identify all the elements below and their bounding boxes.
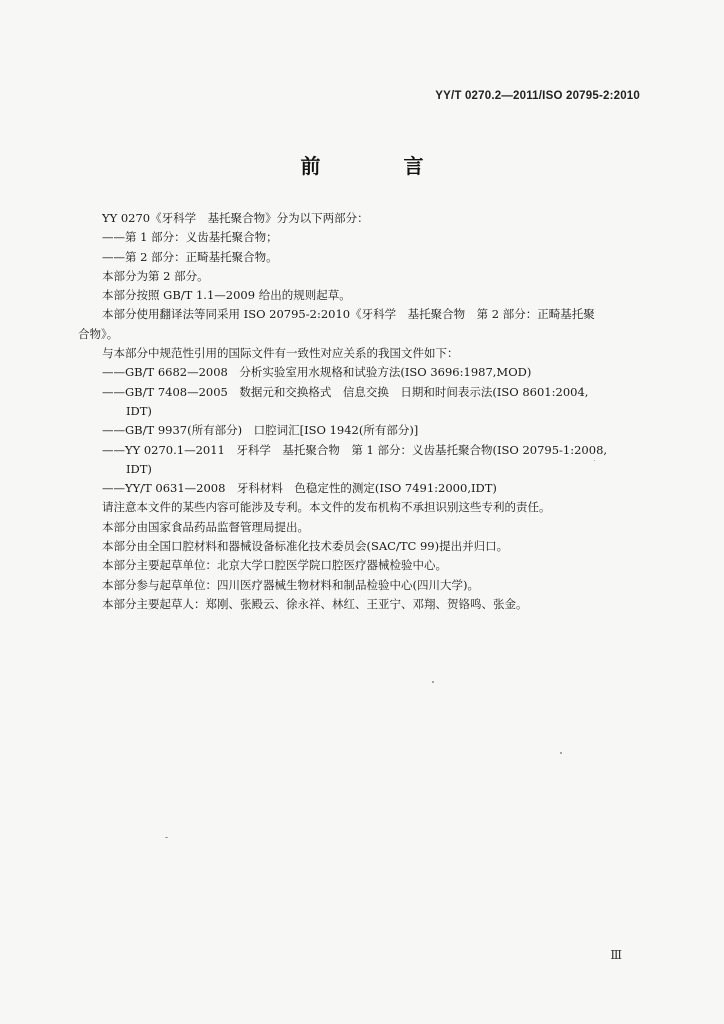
paragraph-patent-notice: 请注意本文件的某些内容可能涉及专利。本文件的发布机构不承担识别这些专利的责任。 [102, 500, 551, 515]
paragraph-structure: YY 0270《牙科学 基托聚合物》分为以下两部分： [102, 211, 369, 225]
paragraph-main-drafting-unit: 本部分主要起草单位：北京大学口腔医学院口腔医疗器械检验中心。 [102, 558, 447, 573]
list-item-gbt-9937: ——GB/T 9937(所有部分) 口腔词汇[ISO 1942(所有部分)] [102, 423, 419, 438]
list-item-yy-0270-1: ——YY 0270.1—2011 牙科学 基托聚合物 第 1 部分：义齿基托聚合物(ISO 20795-1:2008, [102, 442, 608, 457]
scan-speck [594, 460, 595, 461]
paragraph-participating-unit: 本部分参与起草单位：四川医疗器械生物材料和制品检验中心(四川大学)。 [102, 577, 479, 592]
paragraph-main-drafters: 本部分主要起草人：郑刚、张殿云、徐永祥、林红、王亚宁、邓翔、贺铬鸣、张金。 [102, 596, 528, 611]
paragraph-adoption-continued: 合物》。 [78, 326, 119, 341]
paragraph-this-part: 本部分为第 2 部分。 [102, 268, 209, 283]
list-item-gbt-7408: ——GB/T 7408—2005 数据元和交换格式 信息交换 日期和时间表示法(ISO 8601:2004, [102, 384, 589, 399]
paragraph-adoption: 本部分使用翻译法等同采用 ISO 20795-2:2010《牙科学 基托聚合物 第 2 部分：正畸基托聚 [102, 307, 595, 322]
standard-code-header: YY/T 0270.2—2011/ISO 20795-2:2010 [435, 90, 640, 102]
list-item-part-1: ——第 1 部分：义齿基托聚合物； [102, 230, 278, 245]
paragraph-correspondence: 与本部分中规范性引用的国际文件有一致性对应关系的我国文件如下： [102, 346, 459, 361]
page-number: Ⅲ [610, 948, 622, 962]
list-item-gbt-7408-continued: IDT) [126, 403, 152, 418]
list-item-yy-0270-1-continued: IDT) [126, 461, 152, 476]
list-item-part-2: ——第 2 部分：正畸基托聚合物。 [102, 249, 278, 264]
list-item-gbt-6682: ——GB/T 6682—2008 分析实验室用水规格和试验方法(ISO 3696:1987,MOD) [102, 365, 532, 380]
scan-speck [560, 752, 562, 754]
paragraph-drafting-rules: 本部分按照 GB/T 1.1—2009 给出的规则起草。 [102, 288, 351, 303]
page-title: 前 言 [300, 154, 462, 178]
paragraph-proposed-by: 本部分由国家食品药品监督管理局提出。 [102, 519, 309, 534]
list-item-yyt-0631: ——YY/T 0631—2008 牙科材料 色稳定性的测定(ISO 7491:2000,IDT) [102, 481, 497, 496]
scan-speck [165, 837, 168, 838]
foreword-body [78, 209, 646, 614]
scan-speck [432, 681, 434, 683]
paragraph-centralized-by: 本部分由全国口腔材料和器械设备标准化技术委员会(SAC/TC 99)提出并归口。 [102, 539, 509, 554]
